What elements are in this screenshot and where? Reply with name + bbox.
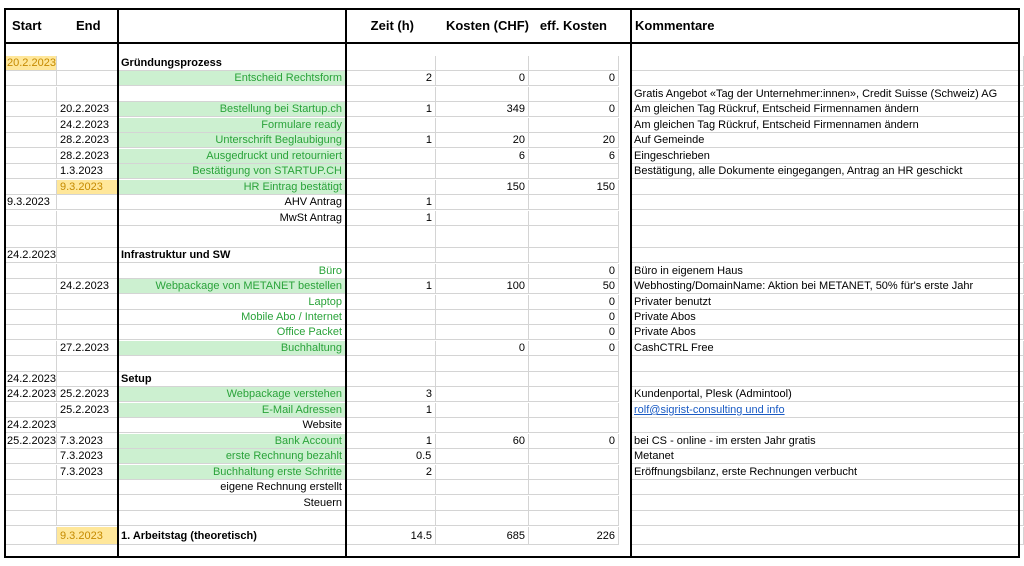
end-cell[interactable]: 27.2.2023 (57, 341, 118, 356)
zeit-cell[interactable]: 1 (346, 133, 436, 148)
table-row (0, 511, 1024, 526)
start-cell[interactable] (4, 164, 57, 179)
start-cell[interactable] (4, 279, 57, 294)
kommentar-cell[interactable]: Am gleichen Tag Rückruf, Entscheid Firmennamen ändern (631, 102, 1024, 117)
kosten-cell[interactable]: 6 (436, 149, 529, 164)
table-row (0, 56, 1024, 71)
eff-kosten-cell[interactable] (529, 195, 619, 210)
eff-kosten-cell[interactable]: 0 (529, 341, 619, 356)
end-cell[interactable] (57, 511, 118, 526)
task-cell[interactable]: Gründungsprozess (118, 56, 346, 71)
kommentar-cell[interactable]: Eröffnungsbilanz, erste Rechnungen verbucht (631, 465, 1024, 480)
end-cell[interactable] (57, 56, 118, 71)
zeit-cell[interactable] (346, 87, 436, 102)
eff-kosten-cell[interactable]: 50 (529, 279, 619, 294)
table-row (0, 226, 1024, 248)
eff-kosten-cell[interactable]: 0 (529, 325, 619, 340)
end-cell[interactable] (57, 226, 118, 248)
header-row (0, 8, 1024, 44)
task-cell[interactable]: HR Eintrag bestätigt (118, 180, 346, 195)
zeit-cell[interactable] (346, 310, 436, 325)
table-row (0, 341, 1024, 356)
kosten-cell[interactable]: 150 (436, 180, 529, 195)
kosten-cell[interactable] (436, 465, 529, 480)
table-row (0, 149, 1024, 164)
zeit-cell[interactable] (346, 248, 436, 263)
zeit-cell[interactable] (346, 418, 436, 433)
task-cell[interactable]: Bank Account (118, 434, 346, 449)
zeit-cell[interactable] (346, 480, 436, 495)
kosten-cell[interactable] (436, 87, 529, 102)
kommentar-cell[interactable]: Gratis Angebot «Tag der Unternehmer:innen», Credit Suisse (Schweiz) AG (631, 87, 1024, 102)
kommentar-cell[interactable]: Private Abos (631, 310, 1024, 325)
start-cell[interactable] (4, 180, 57, 195)
kommentar-cell[interactable]: Bestätigung, alle Dokumente eingegangen, Antrag an HR geschickt (631, 164, 1024, 179)
start-cell[interactable] (4, 465, 57, 480)
zeit-cell[interactable]: 1 (346, 434, 436, 449)
table-row (0, 133, 1024, 148)
kommentar-cell[interactable]: Metanet (631, 449, 1024, 464)
end-cell[interactable] (57, 480, 118, 495)
start-cell[interactable] (4, 511, 57, 526)
end-cell[interactable] (57, 496, 118, 511)
task-cell[interactable]: Website (118, 418, 346, 433)
end-cell[interactable] (57, 248, 118, 263)
task-cell[interactable]: eigene Rechnung erstellt (118, 480, 346, 495)
start-cell[interactable] (4, 356, 57, 372)
kosten-cell[interactable] (436, 211, 529, 226)
kosten-cell[interactable]: 349 (436, 102, 529, 117)
kommentar-cell[interactable] (631, 248, 1024, 263)
border-col-task-left (117, 8, 119, 558)
kommentar-cell[interactable]: Privater benutzt (631, 295, 1024, 310)
start-cell[interactable]: 9.3.2023 (4, 195, 57, 210)
end-cell[interactable]: 28.2.2023 (57, 149, 118, 164)
start-cell[interactable]: 20.2.2023 (4, 56, 57, 71)
eff-kosten-cell[interactable] (529, 449, 619, 464)
start-cell[interactable] (4, 480, 57, 495)
table-row (0, 465, 1024, 480)
total-task-cell[interactable]: 1. Arbeitstag (theoretisch) (118, 527, 346, 545)
kosten-cell[interactable] (436, 496, 529, 511)
zeit-cell[interactable]: 1 (346, 279, 436, 294)
start-cell[interactable] (4, 264, 57, 279)
eff-kosten-cell[interactable]: 0 (529, 310, 619, 325)
eff-kosten-cell[interactable] (529, 496, 619, 511)
eff-kosten-cell[interactable] (529, 87, 619, 102)
border-bottom (4, 556, 1020, 558)
kommentar-cell[interactable]: Am gleichen Tag Rückruf, Entscheid Firmennamen ändern (631, 118, 1024, 133)
kosten-cell[interactable]: 60 (436, 434, 529, 449)
table-row (0, 434, 1024, 449)
start-cell[interactable] (4, 403, 57, 418)
header-start[interactable]: Start (12, 18, 42, 33)
eff-kosten-cell[interactable]: 0 (529, 295, 619, 310)
table-row (0, 118, 1024, 133)
end-cell[interactable]: 28.2.2023 (57, 133, 118, 148)
zeit-cell[interactable]: 1 (346, 102, 436, 117)
eff-kosten-cell[interactable] (529, 403, 619, 418)
total-eff-kosten-cell[interactable]: 226 (529, 527, 619, 545)
task-cell[interactable]: Buchhaltung (118, 341, 346, 356)
total-end-cell[interactable]: 9.3.2023 (57, 527, 118, 545)
table-row (0, 372, 1024, 387)
kommentar-cell[interactable]: Auf Gemeinde (631, 133, 1024, 148)
kosten-cell[interactable] (436, 325, 529, 340)
table-row (0, 248, 1024, 263)
kommentar-cell[interactable] (631, 211, 1024, 226)
kommentar-cell[interactable] (631, 356, 1024, 372)
kosten-cell[interactable] (436, 418, 529, 433)
zeit-cell[interactable] (346, 226, 436, 248)
kosten-cell[interactable] (436, 372, 529, 387)
table-row (0, 418, 1024, 433)
zeit-cell[interactable] (346, 325, 436, 340)
zeit-cell[interactable] (346, 496, 436, 511)
eff-kosten-cell[interactable] (529, 418, 619, 433)
start-cell[interactable] (4, 449, 57, 464)
zeit-cell[interactable] (346, 341, 436, 356)
kommentar-cell[interactable] (631, 56, 1024, 71)
zeit-cell[interactable] (346, 264, 436, 279)
kosten-cell[interactable] (436, 356, 529, 372)
task-cell[interactable]: Webpackage von METANET bestellen (118, 279, 346, 294)
header-end[interactable]: End (76, 18, 101, 33)
task-cell[interactable] (118, 356, 346, 372)
table-row (0, 71, 1024, 86)
eff-kosten-cell[interactable] (529, 164, 619, 179)
zeit-cell[interactable]: 3 (346, 387, 436, 402)
task-cell[interactable]: Infrastruktur und SW (118, 248, 346, 263)
task-cell[interactable]: Formulare ready (118, 118, 346, 133)
zeit-cell[interactable]: 0.5 (346, 449, 436, 464)
eff-kosten-cell[interactable] (529, 56, 619, 71)
task-cell[interactable]: Buchhaltung erste Schritte (118, 465, 346, 480)
kosten-cell[interactable] (436, 403, 529, 418)
table-row (0, 310, 1024, 325)
table-row (0, 164, 1024, 179)
total-kosten-cell[interactable]: 685 (436, 527, 529, 545)
start-cell[interactable] (4, 149, 57, 164)
end-cell[interactable] (57, 325, 118, 340)
start-cell[interactable] (4, 295, 57, 310)
task-cell[interactable]: MwSt Antrag (118, 211, 346, 226)
end-cell[interactable] (57, 295, 118, 310)
kommentar-cell[interactable]: Büro in eigenem Haus (631, 264, 1024, 279)
start-cell[interactable] (4, 226, 57, 248)
kosten-cell[interactable]: 100 (436, 279, 529, 294)
kommentar-cell[interactable] (631, 511, 1024, 526)
task-cell[interactable]: E-Mail Adressen (118, 403, 346, 418)
total-kommentar-cell[interactable] (631, 527, 1024, 545)
task-cell[interactable] (118, 226, 346, 248)
kommentar-cell[interactable]: Eingeschrieben (631, 149, 1024, 164)
table-row (0, 279, 1024, 294)
table-row (0, 496, 1024, 511)
email-link[interactable]: rolf@sigrist-consulting und info (631, 403, 1024, 418)
table-row (0, 387, 1024, 402)
start-cell[interactable] (4, 118, 57, 133)
kommentar-cell[interactable] (631, 71, 1024, 86)
task-cell[interactable]: Ausgedruckt und retourniert (118, 149, 346, 164)
eff-kosten-cell[interactable]: 6 (529, 149, 619, 164)
eff-kosten-cell[interactable] (529, 248, 619, 263)
start-cell[interactable] (4, 496, 57, 511)
task-cell[interactable]: AHV Antrag (118, 195, 346, 210)
eff-kosten-cell[interactable] (529, 356, 619, 372)
zeit-cell[interactable] (346, 164, 436, 179)
table-row (0, 403, 1024, 418)
eff-kosten-cell[interactable] (529, 511, 619, 526)
kosten-cell[interactable] (436, 449, 529, 464)
kosten-cell[interactable] (436, 295, 529, 310)
border-right (1018, 8, 1020, 558)
eff-kosten-cell[interactable] (529, 480, 619, 495)
start-cell[interactable] (4, 102, 57, 117)
table-row (0, 325, 1024, 340)
task-cell[interactable]: erste Rechnung bezahlt (118, 449, 346, 464)
eff-kosten-cell[interactable] (529, 387, 619, 402)
eff-kosten-cell[interactable]: 0 (529, 434, 619, 449)
eff-kosten-cell[interactable] (529, 118, 619, 133)
kosten-cell[interactable]: 20 (436, 133, 529, 148)
end-cell[interactable]: 1.3.2023 (57, 164, 118, 179)
zeit-cell[interactable]: 1 (346, 211, 436, 226)
eff-kosten-cell[interactable] (529, 211, 619, 226)
table-row (0, 295, 1024, 310)
border-header-bottom (4, 42, 1020, 44)
kommentar-cell[interactable]: Private Abos (631, 325, 1024, 340)
table-row (0, 356, 1024, 372)
kommentar-cell[interactable] (631, 226, 1024, 248)
task-cell[interactable]: Bestellung bei Startup.ch (118, 102, 346, 117)
end-cell[interactable] (57, 372, 118, 387)
zeit-cell[interactable] (346, 295, 436, 310)
start-cell[interactable] (4, 310, 57, 325)
kosten-cell[interactable] (436, 226, 529, 248)
kommentar-cell[interactable] (631, 418, 1024, 433)
kommentar-cell[interactable]: bei CS - online - im ersten Jahr gratis (631, 434, 1024, 449)
end-cell[interactable]: 7.3.2023 (57, 449, 118, 464)
zeit-cell[interactable]: 1 (346, 195, 436, 210)
start-cell[interactable]: 25.2.2023 (4, 434, 57, 449)
eff-kosten-cell[interactable]: 0 (529, 102, 619, 117)
eff-kosten-cell[interactable]: 0 (529, 71, 619, 86)
kosten-cell[interactable]: 0 (436, 341, 529, 356)
start-cell[interactable] (4, 325, 57, 340)
end-cell[interactable]: 7.3.2023 (57, 465, 118, 480)
kosten-cell[interactable] (436, 511, 529, 526)
end-cell[interactable] (57, 418, 118, 433)
task-cell[interactable]: Entscheid Rechtsform (118, 71, 346, 86)
border-col-task-right (345, 8, 347, 558)
header-eff-kosten[interactable]: eff. Kosten (539, 18, 607, 33)
header-kosten[interactable]: Kosten (CHF) (445, 18, 529, 33)
end-cell[interactable] (57, 71, 118, 86)
table-row (0, 480, 1024, 495)
header-kommentare[interactable]: Kommentare (635, 18, 715, 33)
task-cell[interactable] (118, 87, 346, 102)
kosten-cell[interactable] (436, 387, 529, 402)
border-left (4, 8, 6, 558)
kommentar-cell[interactable] (631, 496, 1024, 511)
kommentar-cell[interactable]: Webhosting/DomainName: Aktion bei METANET, 50% für's erste Jahr (631, 279, 1024, 294)
end-cell[interactable]: 25.2.2023 (57, 403, 118, 418)
kommentar-cell[interactable] (631, 180, 1024, 195)
border-col-kommentar-left (630, 8, 632, 558)
end-cell[interactable] (57, 356, 118, 372)
kosten-cell[interactable] (436, 56, 529, 71)
kommentar-cell[interactable] (631, 372, 1024, 387)
start-cell[interactable]: 24.2.2023 (4, 248, 57, 263)
start-cell[interactable] (4, 71, 57, 86)
end-cell[interactable] (57, 195, 118, 210)
start-cell[interactable]: 24.2.2023 (4, 387, 57, 402)
task-cell[interactable]: Mobile Abo / Internet (118, 310, 346, 325)
start-cell[interactable]: 24.2.2023 (4, 372, 57, 387)
task-cell[interactable] (118, 511, 346, 526)
end-cell[interactable]: 25.2.2023 (57, 387, 118, 402)
zeit-cell[interactable] (346, 118, 436, 133)
end-cell[interactable] (57, 310, 118, 325)
eff-kosten-cell[interactable] (529, 465, 619, 480)
kosten-cell[interactable] (436, 310, 529, 325)
zeit-cell[interactable] (346, 356, 436, 372)
end-cell[interactable] (57, 211, 118, 226)
end-cell[interactable]: 9.3.2023 (57, 180, 118, 195)
kommentar-cell[interactable] (631, 195, 1024, 210)
task-cell[interactable]: Unterschrift Beglaubigung (118, 133, 346, 148)
task-cell[interactable]: Bestätigung von STARTUP.CH (118, 164, 346, 179)
zeit-cell[interactable] (346, 180, 436, 195)
end-cell[interactable] (57, 87, 118, 102)
task-cell[interactable]: Steuern (118, 496, 346, 511)
zeit-cell[interactable] (346, 149, 436, 164)
start-cell[interactable] (4, 133, 57, 148)
zeit-cell[interactable]: 2 (346, 465, 436, 480)
kommentar-cell[interactable]: CashCTRL Free (631, 341, 1024, 356)
zeit-cell[interactable]: 1 (346, 403, 436, 418)
start-cell[interactable] (4, 211, 57, 226)
end-cell[interactable] (57, 264, 118, 279)
table-row (0, 449, 1024, 464)
start-cell[interactable] (4, 87, 57, 102)
eff-kosten-cell[interactable]: 20 (529, 133, 619, 148)
kosten-cell[interactable] (436, 248, 529, 263)
end-cell[interactable]: 24.2.2023 (57, 118, 118, 133)
table-row (0, 195, 1024, 210)
total-zeit-cell[interactable]: 14.5 (346, 527, 436, 545)
table-row (0, 264, 1024, 279)
eff-kosten-cell[interactable] (529, 372, 619, 387)
zeit-cell[interactable] (346, 372, 436, 387)
header-task[interactable] (118, 8, 346, 44)
kosten-cell[interactable] (436, 480, 529, 495)
table-row (0, 102, 1024, 117)
eff-kosten-cell[interactable]: 0 (529, 264, 619, 279)
kommentar-cell[interactable] (631, 480, 1024, 495)
kosten-cell[interactable] (436, 164, 529, 179)
kosten-cell[interactable]: 0 (436, 71, 529, 86)
table-row (0, 211, 1024, 226)
table-row (0, 87, 1024, 102)
task-cell[interactable]: Office Packet (118, 325, 346, 340)
end-cell[interactable]: 7.3.2023 (57, 434, 118, 449)
total-start-cell[interactable] (4, 527, 57, 545)
border-top (4, 8, 1020, 10)
task-cell[interactable]: Büro (118, 264, 346, 279)
zeit-cell[interactable] (346, 511, 436, 526)
eff-kosten-cell[interactable] (529, 226, 619, 248)
task-cell[interactable]: Webpackage verstehen (118, 387, 346, 402)
header-zeit[interactable]: Zeit (h) (370, 18, 414, 33)
task-cell[interactable]: Laptop (118, 295, 346, 310)
start-cell[interactable]: 24.2.2023 (4, 418, 57, 433)
zeit-cell[interactable]: 2 (346, 71, 436, 86)
task-cell[interactable]: Setup (118, 372, 346, 387)
kommentar-cell[interactable]: Kundenportal, Plesk (Admintool) (631, 387, 1024, 402)
zeit-cell[interactable] (346, 56, 436, 71)
table-row (0, 180, 1024, 195)
end-cell[interactable]: 20.2.2023 (57, 102, 118, 117)
total-row (0, 527, 1024, 545)
start-cell[interactable] (4, 341, 57, 356)
eff-kosten-cell[interactable]: 150 (529, 180, 619, 195)
end-cell[interactable]: 24.2.2023 (57, 279, 118, 294)
kosten-cell[interactable] (436, 195, 529, 210)
kosten-cell[interactable] (436, 118, 529, 133)
kosten-cell[interactable] (436, 264, 529, 279)
